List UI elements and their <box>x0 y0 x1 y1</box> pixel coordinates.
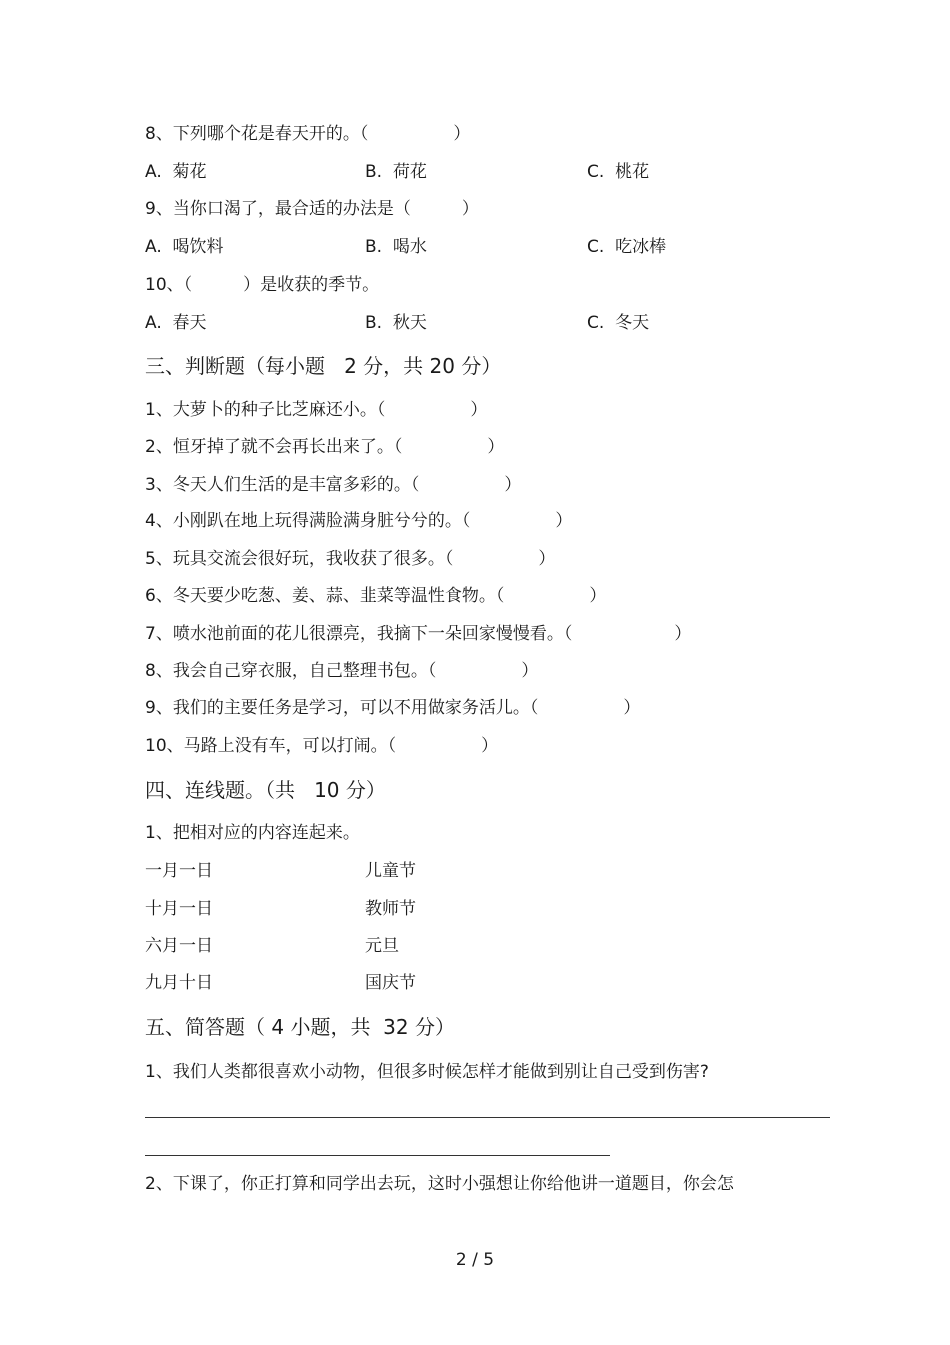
mc-option-9a: A. 喝饮料 <box>145 237 224 257</box>
matching-right-1: 儿童节 <box>365 861 416 881</box>
answer-line-2[interactable] <box>145 1155 610 1156</box>
mc-option-8a: A. 菊花 <box>145 162 207 182</box>
judge-item-2: 2、恒牙掉了就不会再长出来了。（ ） <box>145 437 505 457</box>
judge-item-4: 4、小刚趴在地上玩得满脸满身脏兮兮的。（ ） <box>145 511 573 531</box>
section-3-title: 三、判断题（每小题 2 分，共 20 分） <box>145 354 502 378</box>
short-answer-q2: 2、下课了，你正打算和同学出去玩，这时小强想让你给他讲一道题目，你会怎 <box>145 1174 734 1194</box>
section-4-title: 四、连线题。（共 10 分） <box>145 778 386 802</box>
mc-option-10a: A. 春天 <box>145 313 207 333</box>
matching-right-4: 国庆节 <box>365 973 416 993</box>
mc-option-8b: B. 荷花 <box>365 162 427 182</box>
mc-option-9c: C. 吃冰棒 <box>587 237 667 257</box>
judge-item-8: 8、我会自己穿衣服，自己整理书包。（ ） <box>145 661 539 681</box>
judge-item-9: 9、我们的主要任务是学习，可以不用做家务活儿。（ ） <box>145 698 641 718</box>
mc-option-9b: B. 喝水 <box>365 237 427 257</box>
matching-right-2: 教师节 <box>365 899 416 919</box>
short-answer-q1: 1、我们人类都很喜欢小动物，但很多时候怎样才能做到别让自己受到伤害? <box>145 1062 709 1082</box>
matching-left-4: 九月十日 <box>145 973 213 993</box>
judge-item-7: 7、喷水池前面的花儿很漂亮，我摘下一朵回家慢慢看。（ ） <box>145 624 692 644</box>
judge-item-6: 6、冬天要少吃葱、姜、蒜、韭菜等温性食物。（ ） <box>145 586 607 606</box>
matching-right-3: 元旦 <box>365 936 399 956</box>
matching-left-2: 十月一日 <box>145 899 213 919</box>
mc-question-9: 9、当你口渴了，最合适的办法是（ ） <box>145 199 479 219</box>
judge-item-1: 1、大萝卜的种子比芝麻还小。（ ） <box>145 400 488 420</box>
mc-question-8: 8、下列哪个花是春天开的。（ ） <box>145 124 471 144</box>
page-number: 2 / 5 <box>455 1250 495 1270</box>
mc-option-10c: C. 冬天 <box>587 313 650 333</box>
matching-left-3: 六月一日 <box>145 936 213 956</box>
mc-option-8c: C. 桃花 <box>587 162 650 182</box>
judge-item-10: 10、马路上没有车，可以打闹。（ ） <box>145 736 499 756</box>
mc-option-10b: B. 秋天 <box>365 313 427 333</box>
matching-instruction: 1、把相对应的内容连起来。 <box>145 823 360 843</box>
judge-item-3: 3、冬天人们生活的是丰富多彩的。（ ） <box>145 475 522 495</box>
judge-item-5: 5、玩具交流会很好玩，我收获了很多。（ ） <box>145 549 556 569</box>
mc-question-10: 10、（ ）是收获的季节。 <box>145 275 380 295</box>
answer-line-1[interactable] <box>145 1117 830 1118</box>
matching-left-1: 一月一日 <box>145 861 213 881</box>
section-5-title: 五、简答题（ 4 小题，共 32 分） <box>145 1015 455 1039</box>
